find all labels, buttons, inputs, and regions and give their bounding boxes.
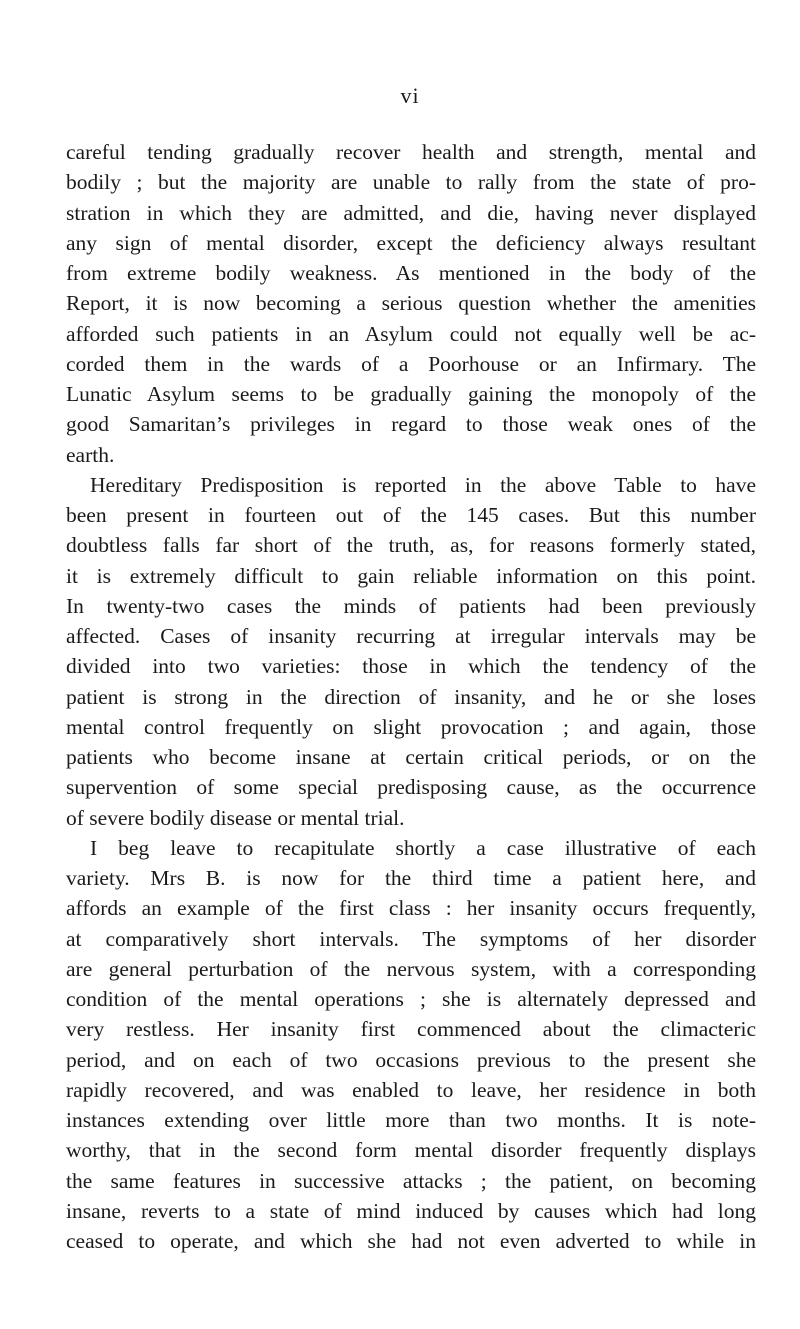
text-line: been present in fourteen out of the 145 cases. But this number [66,503,756,527]
text-line: Report, it is now becoming a serious question whether the amenities [66,291,756,316]
text-line: divided into two varieties: those in which the tendency of the [66,654,756,679]
text-line: variety. Mrs B. is now for the third time a patient here, and [66,866,756,890]
text-line: affords an example of the first class : her insanity occurs frequently, [66,896,756,921]
text-line: are general perturbation of the nervous system, with a corresponding [66,956,756,981]
text-line: stration in which they are admitted, and die, having never displayed [66,200,756,225]
text-line: mental control frequently on slight provocation ; and again, those [66,714,756,739]
text-line: condition of the mental operations ; she is alternately depressed and [66,987,756,1011]
text-line: good Samaritan’s privileges in regard to those weak ones of the [66,412,756,437]
text-line: bodily ; but the majority are unable to rally from the state of pro- [66,170,756,195]
text-line: ceased to operate, and which she had not even adverted to while in [66,1229,756,1253]
text-line: corded them in the wards of a Poorhouse or an Infirmary. The [66,351,756,376]
text-line: affected. Cases of insanity recurring at irregular intervals may be [66,624,756,648]
text-line: earth. [66,442,115,467]
text-line: Hereditary Predisposition is reported in the above Table to have [90,472,756,497]
text-line: doubtless falls far short of the truth, as, for reasons formerly stated, [66,533,756,558]
text-line: period, and on each of two occasions previous to the present she [66,1047,756,1072]
text-line: I beg leave to recapitulate shortly a case illustrative of each [90,835,756,860]
text-line: In twenty-two cases the minds of patients had been previously [66,593,756,618]
text-line: Lunatic Asylum seems to be gradually gaining the monopoly of the [66,382,756,406]
text-line: supervention of some special predisposing cause, as the occurrence [66,775,756,800]
body-text [66,137,756,1256]
text-line: patients who become insane at certain critical periods, or on the [66,745,756,769]
text-line: from extreme bodily weakness. As mentioned in the body of the [66,261,756,285]
page-number: vi [400,83,420,108]
text-line: any sign of mental disorder, except the deficiency always resultant [66,230,756,255]
text-line: afforded such patients in an Asylum could not equally well be ac- [66,321,756,346]
text-line: insane, reverts to a state of mind induced by causes which had long [66,1198,756,1223]
text-line: instances extending over little more than two months. It is note- [66,1108,756,1132]
text-line: at comparatively short intervals. The symptoms of her disorder [66,926,756,951]
text-line: rapidly recovered, and was enabled to leave, her residence in both [66,1077,756,1102]
text-line: careful tending gradually recover health and strength, mental and [66,140,756,164]
text-line: it is extremely difficult to gain reliable information on this point. [66,563,756,588]
text-line: of severe bodily disease or mental trial. [66,805,405,830]
text-line: worthy, that in the second form mental disorder frequently displays [66,1138,756,1163]
text-line: very restless. Her insanity first commenced about the climacteric [66,1017,756,1042]
text-line: the same features in successive attacks ; the patient, on becoming [66,1168,756,1193]
text-line: patient is strong in the direction of insanity, and he or she loses [66,684,756,709]
